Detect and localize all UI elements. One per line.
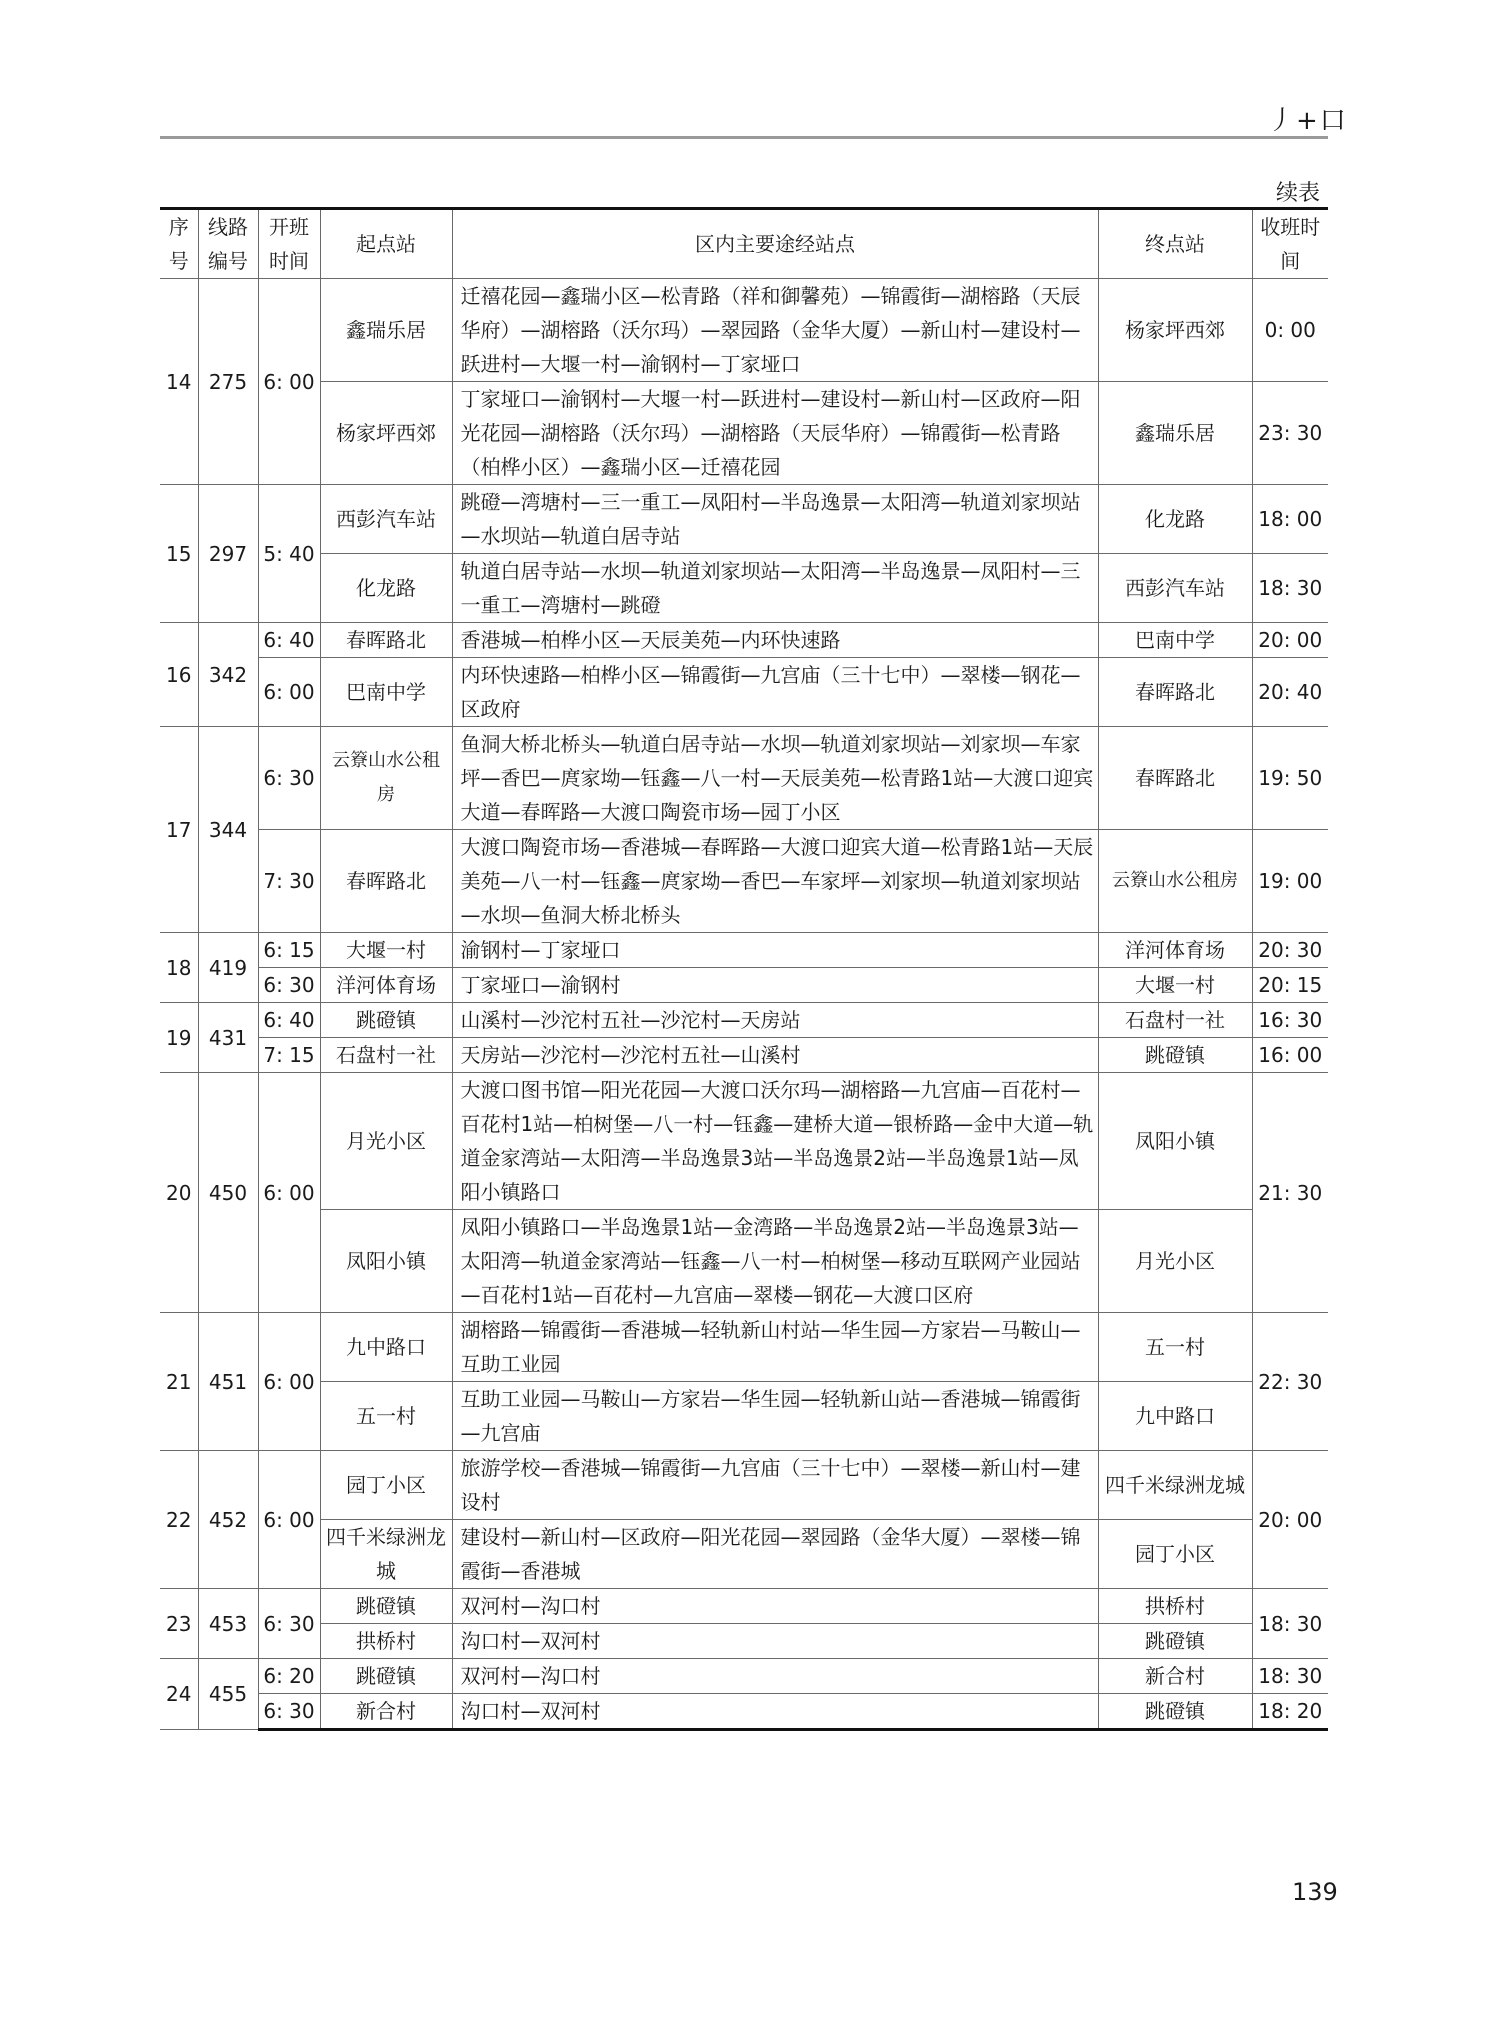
line-number-cell: 431 bbox=[198, 1003, 258, 1073]
table-row bbox=[160, 968, 1328, 1003]
via-stations-cell: 跳磴—湾塘村—三一重工—凤阳村—半岛逸景—太阳湾—轨道刘家坝站—水坝站—轨道白居寺站 bbox=[452, 485, 1098, 554]
table-row bbox=[160, 485, 1328, 554]
route-number-cell: 21 bbox=[160, 1313, 198, 1451]
line-number-cell: 453 bbox=[198, 1589, 258, 1659]
line-number-cell: 455 bbox=[198, 1659, 258, 1730]
line-number-cell: 419 bbox=[198, 933, 258, 1003]
via-stations-cell: 丁家垭口—渝钢村 bbox=[452, 968, 1098, 1003]
end-station-cell: 九中路口 bbox=[1098, 1382, 1252, 1451]
first-bus-cell: 7: 15 bbox=[258, 1038, 320, 1073]
last-bus-cell: 21: 30 bbox=[1252, 1073, 1328, 1313]
via-stations-cell: 旅游学校—香港城—锦霞街—九宫庙（三十七中）—翠楼—新山村—建设村 bbox=[452, 1451, 1098, 1520]
end-station-cell: 云簝山水公租房 bbox=[1098, 830, 1252, 933]
table-row bbox=[160, 1451, 1328, 1520]
start-station-cell: 云簝山水公租房 bbox=[320, 727, 452, 830]
first-bus-cell: 7: 30 bbox=[258, 830, 320, 933]
table-row bbox=[160, 1694, 1328, 1730]
end-station-cell: 大堰一村 bbox=[1098, 968, 1252, 1003]
end-station-cell: 凤阳小镇 bbox=[1098, 1073, 1252, 1210]
table-row bbox=[160, 1073, 1328, 1210]
line-number-cell: 344 bbox=[198, 727, 258, 933]
table-row bbox=[160, 727, 1328, 830]
table-row bbox=[160, 658, 1328, 727]
first-bus-cell: 6: 00 bbox=[258, 279, 320, 485]
via-stations-cell: 大渡口陶瓷市场—香港城—春晖路—大渡口迎宾大道—松青路1站—天辰美苑—八一村—钰鑫—庹家坳—香巴—车家坪—刘家坝—轨道刘家坝站—水坝—鱼洞大桥北桥头 bbox=[452, 830, 1098, 933]
via-stations-cell: 轨道白居寺站—水坝—轨道刘家坝站—太阳湾—半岛逸景—凤阳村—三一重工—湾塘村—跳磴 bbox=[452, 554, 1098, 623]
last-bus-cell: 20: 00 bbox=[1252, 1451, 1328, 1589]
last-bus-cell: 16: 00 bbox=[1252, 1038, 1328, 1073]
start-station-cell: 九中路口 bbox=[320, 1313, 452, 1382]
via-stations-cell: 大渡口图书馆—阳光花园—大渡口沃尔玛—湖榕路—九宫庙—百花村—百花村1站—柏树堡—八一村—钰鑫—建桥大道—银桥路—金中大道—轨道金家湾站—太阳湾—半岛逸景3站—半岛逸景2站—半岛逸景1站—凤阳小镇路口 bbox=[452, 1073, 1098, 1210]
last-bus-cell: 18: 00 bbox=[1252, 485, 1328, 554]
table-row bbox=[160, 1589, 1328, 1624]
first-bus-cell: 6: 30 bbox=[258, 1589, 320, 1659]
last-bus-cell: 18: 20 bbox=[1252, 1694, 1328, 1730]
table-row bbox=[160, 382, 1328, 485]
via-stations-cell: 内环快速路—柏桦小区—锦霞街—九宫庙（三十七中）—翠楼—钢花—区政府 bbox=[452, 658, 1098, 727]
route-number-cell: 20 bbox=[160, 1073, 198, 1313]
last-bus-cell: 18: 30 bbox=[1252, 554, 1328, 623]
first-bus-cell: 6: 00 bbox=[258, 1451, 320, 1589]
via-stations-cell: 天房站—沙沱村—沙沱村五社—山溪村 bbox=[452, 1038, 1098, 1073]
start-station-cell: 拱桥村 bbox=[320, 1624, 452, 1659]
end-station-cell: 春晖路北 bbox=[1098, 658, 1252, 727]
last-bus-cell: 20: 00 bbox=[1252, 623, 1328, 658]
table-row bbox=[160, 1210, 1328, 1313]
last-bus-cell: 19: 50 bbox=[1252, 727, 1328, 830]
route-number-cell: 22 bbox=[160, 1451, 198, 1589]
last-bus-cell: 20: 40 bbox=[1252, 658, 1328, 727]
header-via: 区内主要途经站点 bbox=[452, 209, 1098, 279]
end-station-cell: 化龙路 bbox=[1098, 485, 1252, 554]
first-bus-cell: 5: 40 bbox=[258, 485, 320, 623]
first-bus-cell: 6: 20 bbox=[258, 1659, 320, 1694]
start-station-cell: 园丁小区 bbox=[320, 1451, 452, 1520]
last-bus-cell: 16: 30 bbox=[1252, 1003, 1328, 1038]
end-station-cell: 西彭汽车站 bbox=[1098, 554, 1252, 623]
via-stations-cell: 凤阳小镇路口—半岛逸景1站—金湾路—半岛逸景2站—半岛逸景3站—太阳湾—轨道金家湾站—钰鑫—八一村—柏树堡—移动互联网产业园站—百花村1站—百花村—九宫庙—翠楼—钢花—大渡口区府 bbox=[452, 1210, 1098, 1313]
route-number-cell: 23 bbox=[160, 1589, 198, 1659]
start-station-cell: 春晖路北 bbox=[320, 830, 452, 933]
header-line: 线路编号 bbox=[198, 209, 258, 279]
end-station-cell: 春晖路北 bbox=[1098, 727, 1252, 830]
first-bus-cell: 6: 30 bbox=[258, 727, 320, 830]
via-stations-cell: 沟口村—双河村 bbox=[452, 1624, 1098, 1659]
header-end: 终点站 bbox=[1098, 209, 1252, 279]
last-bus-cell: 23: 30 bbox=[1252, 382, 1328, 485]
table-row bbox=[160, 1038, 1328, 1073]
header-rule bbox=[160, 136, 1328, 139]
line-number-cell: 452 bbox=[198, 1451, 258, 1589]
table-row bbox=[160, 1313, 1328, 1382]
first-bus-cell: 6: 40 bbox=[258, 1003, 320, 1038]
table-row bbox=[160, 830, 1328, 933]
last-bus-cell: 18: 30 bbox=[1252, 1589, 1328, 1659]
line-number-cell: 275 bbox=[198, 279, 258, 485]
route-number-cell: 24 bbox=[160, 1659, 198, 1730]
route-number-cell: 16 bbox=[160, 623, 198, 727]
via-stations-cell: 渝钢村—丁家垭口 bbox=[452, 933, 1098, 968]
end-station-cell: 跳磴镇 bbox=[1098, 1624, 1252, 1659]
page-number: 139 bbox=[1292, 1878, 1338, 1906]
first-bus-cell: 6: 15 bbox=[258, 933, 320, 968]
end-station-cell: 月光小区 bbox=[1098, 1210, 1252, 1313]
first-bus-cell: 6: 00 bbox=[258, 1313, 320, 1451]
via-stations-cell: 丁家垭口—渝钢村—大堰一村—跃进村—建设村—新山村—区政府—阳光花园—湖榕路（沃尔玛）—湖榕路（天辰华府）—锦霞街—松青路（柏桦小区）—鑫瑞小区—迁禧花园 bbox=[452, 382, 1098, 485]
end-station-cell: 拱桥村 bbox=[1098, 1589, 1252, 1624]
table-row bbox=[160, 933, 1328, 968]
table-row bbox=[160, 279, 1328, 382]
end-station-cell: 五一村 bbox=[1098, 1313, 1252, 1382]
line-number-cell: 342 bbox=[198, 623, 258, 727]
start-station-cell: 西彭汽车站 bbox=[320, 485, 452, 554]
via-stations-cell: 沟口村—双河村 bbox=[452, 1694, 1098, 1730]
start-station-cell: 春晖路北 bbox=[320, 623, 452, 658]
route-number-cell: 17 bbox=[160, 727, 198, 933]
start-station-cell: 月光小区 bbox=[320, 1073, 452, 1210]
bus-route-table bbox=[160, 207, 1328, 1731]
table-header-row bbox=[160, 209, 1328, 279]
start-station-cell: 跳磴镇 bbox=[320, 1589, 452, 1624]
last-bus-cell: 19: 00 bbox=[1252, 830, 1328, 933]
via-stations-cell: 互助工业园—马鞍山—方家岩—华生园—轻轨新山站—香港城—锦霞街—九宫庙 bbox=[452, 1382, 1098, 1451]
header-first-bus: 开班时间 bbox=[258, 209, 320, 279]
end-station-cell: 跳磴镇 bbox=[1098, 1694, 1252, 1730]
start-station-cell: 杨家坪西郊 bbox=[320, 382, 452, 485]
via-stations-cell: 双河村—沟口村 bbox=[452, 1589, 1098, 1624]
via-stations-cell: 山溪村—沙沱村五社—沙沱村—天房站 bbox=[452, 1003, 1098, 1038]
first-bus-cell: 6: 00 bbox=[258, 658, 320, 727]
first-bus-cell: 6: 30 bbox=[258, 1694, 320, 1730]
end-station-cell: 园丁小区 bbox=[1098, 1520, 1252, 1589]
start-station-cell: 化龙路 bbox=[320, 554, 452, 623]
continued-label: 续表 bbox=[1276, 181, 1321, 206]
end-station-cell: 石盘村一社 bbox=[1098, 1003, 1252, 1038]
last-bus-cell: 22: 30 bbox=[1252, 1313, 1328, 1451]
end-station-cell: 杨家坪西郊 bbox=[1098, 279, 1252, 382]
last-bus-cell: 20: 15 bbox=[1252, 968, 1328, 1003]
start-station-cell: 四千米绿洲龙城 bbox=[320, 1520, 452, 1589]
first-bus-cell: 6: 30 bbox=[258, 968, 320, 1003]
header-no: 序号 bbox=[160, 209, 198, 279]
last-bus-cell: 20: 30 bbox=[1252, 933, 1328, 968]
line-number-cell: 451 bbox=[198, 1313, 258, 1451]
table-row bbox=[160, 1003, 1328, 1038]
start-station-cell: 新合村 bbox=[320, 1694, 452, 1730]
via-stations-cell: 迁禧花园—鑫瑞小区—松青路（祥和御馨苑）—锦霞街—湖榕路（天辰华府）—湖榕路（沃尔玛）—翠园路（金华大厦）—新山村—建设村—跃进村—大堰一村—渝钢村—丁家垭口 bbox=[452, 279, 1098, 382]
running-header-mark: 丿+口 bbox=[1268, 106, 1348, 136]
end-station-cell: 鑫瑞乐居 bbox=[1098, 382, 1252, 485]
table-row bbox=[160, 1520, 1328, 1589]
last-bus-cell: 0: 00 bbox=[1252, 279, 1328, 382]
first-bus-cell: 6: 40 bbox=[258, 623, 320, 658]
end-station-cell: 洋河体育场 bbox=[1098, 933, 1252, 968]
table-row bbox=[160, 1659, 1328, 1694]
start-station-cell: 洋河体育场 bbox=[320, 968, 452, 1003]
start-station-cell: 石盘村一社 bbox=[320, 1038, 452, 1073]
via-stations-cell: 湖榕路—锦霞街—香港城—轻轨新山村站—华生园—方家岩—马鞍山—互助工业园 bbox=[452, 1313, 1098, 1382]
table-row bbox=[160, 623, 1328, 658]
route-number-cell: 18 bbox=[160, 933, 198, 1003]
header-start: 起点站 bbox=[320, 209, 452, 279]
start-station-cell: 巴南中学 bbox=[320, 658, 452, 727]
start-station-cell: 凤阳小镇 bbox=[320, 1210, 452, 1313]
start-station-cell: 鑫瑞乐居 bbox=[320, 279, 452, 382]
via-stations-cell: 鱼洞大桥北桥头—轨道白居寺站—水坝—轨道刘家坝站—刘家坝—车家坪—香巴—庹家坳—钰鑫—八一村—天辰美苑—松青路1站—大渡口迎宾大道—春晖路—大渡口陶瓷市场—园丁小区 bbox=[452, 727, 1098, 830]
start-station-cell: 五一村 bbox=[320, 1382, 452, 1451]
start-station-cell: 大堰一村 bbox=[320, 933, 452, 968]
via-stations-cell: 香港城—柏桦小区—天辰美苑—内环快速路 bbox=[452, 623, 1098, 658]
table-row bbox=[160, 1624, 1328, 1659]
end-station-cell: 跳磴镇 bbox=[1098, 1038, 1252, 1073]
route-number-cell: 15 bbox=[160, 485, 198, 623]
line-number-cell: 450 bbox=[198, 1073, 258, 1313]
route-number-cell: 14 bbox=[160, 279, 198, 485]
table-row bbox=[160, 554, 1328, 623]
last-bus-cell: 18: 30 bbox=[1252, 1659, 1328, 1694]
start-station-cell: 跳磴镇 bbox=[320, 1659, 452, 1694]
via-stations-cell: 建设村—新山村—区政府—阳光花园—翠园路（金华大厦）—翠楼—锦霞街—香港城 bbox=[452, 1520, 1098, 1589]
end-station-cell: 新合村 bbox=[1098, 1659, 1252, 1694]
line-number-cell: 297 bbox=[198, 485, 258, 623]
start-station-cell: 跳磴镇 bbox=[320, 1003, 452, 1038]
via-stations-cell: 双河村—沟口村 bbox=[452, 1659, 1098, 1694]
end-station-cell: 巴南中学 bbox=[1098, 623, 1252, 658]
table-row bbox=[160, 1382, 1328, 1451]
route-number-cell: 19 bbox=[160, 1003, 198, 1073]
first-bus-cell: 6: 00 bbox=[258, 1073, 320, 1313]
end-station-cell: 四千米绿洲龙城 bbox=[1098, 1451, 1252, 1520]
header-last-bus: 收班时间 bbox=[1252, 209, 1328, 279]
